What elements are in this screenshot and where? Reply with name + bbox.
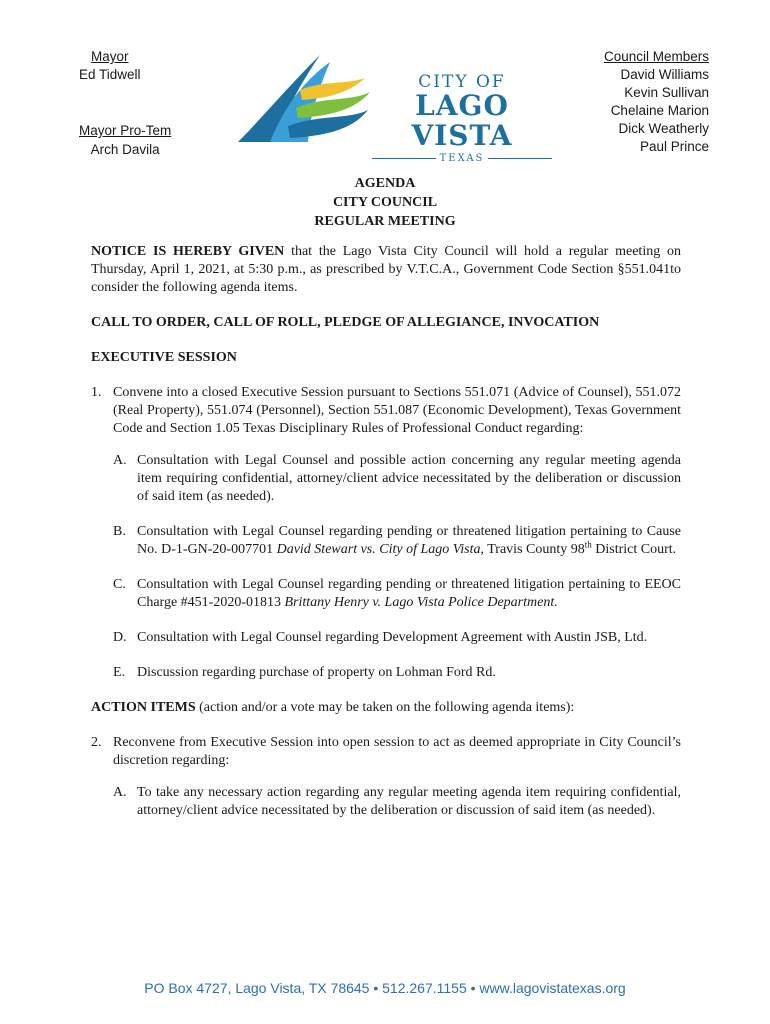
notice-paragraph <box>91 243 681 297</box>
sub-item-text: To take any necessary action regarding any regular meeting agenda item requiring confidential, attorney/client advice necessitated by the deliberation or discussion of said item (as needed). <box>137 785 681 818</box>
sub-item-1d <box>113 629 681 647</box>
sub-item-letter: C. <box>113 577 126 592</box>
agenda-title <box>0 174 770 231</box>
logo-divider <box>372 158 436 160</box>
action-items-heading: ACTION ITEMS <box>91 700 196 715</box>
action-items-paragraph <box>91 699 681 717</box>
mayor-protem-role: Mayor Pro-Tem <box>79 123 172 138</box>
council-member: David Williams <box>620 67 709 82</box>
logo-city-of: CITY OF <box>418 72 506 92</box>
logo-state: TEXAS <box>439 153 485 164</box>
agenda-body <box>91 243 681 837</box>
item-number: 2. <box>91 735 102 750</box>
sub-item-text: Consultation with Legal Counsel regarding Development Agreement with Austin JSB, Ltd. <box>137 630 648 645</box>
item-text: Reconvene from Executive Session into open session to act as deemed appropriate in City Council’s discretion regarding: <box>113 735 681 768</box>
logo-city-name: LAGO VISTA <box>411 89 513 152</box>
sub-item-text: Discussion regarding purchase of property on Lohman Ford Rd. <box>137 665 496 680</box>
logo-divider <box>488 158 552 160</box>
logo-wordmark <box>372 73 552 164</box>
title-line-agenda: AGENDA <box>354 176 416 191</box>
mayor-name: Ed Tidwell <box>79 67 141 82</box>
sub-item-letter: E. <box>113 665 126 680</box>
logo-state-row <box>372 153 552 164</box>
mayor-role: Mayor <box>91 49 129 64</box>
case-name: David Stewart vs. City of Lago Vista <box>276 542 481 557</box>
executive-session-heading: EXECUTIVE SESSION <box>91 350 237 365</box>
sub-item-letter: A. <box>113 453 127 468</box>
item-number: 1. <box>91 385 102 400</box>
sub-item-1c <box>113 576 681 612</box>
agenda-item-1 <box>91 384 681 438</box>
ordinal-suffix: th <box>584 539 592 550</box>
sub-item-text-end: District Court. <box>591 542 677 557</box>
council-member: Chelaine Marion <box>610 103 709 118</box>
sub-item-1a <box>113 452 681 506</box>
mayor-block <box>79 48 141 84</box>
title-line-meeting: REGULAR MEETING <box>314 214 456 229</box>
council-member: Paul Prince <box>639 139 709 154</box>
council-members-block <box>604 48 709 156</box>
council-member: Dick Weatherly <box>618 121 709 136</box>
item-text: Convene into a closed Executive Session pursuant to Sections 551.071 (Advice of Counsel), 551.072 (Real Property), 551.074 (Personnel), Section 551.087 (Economic Development), Texas Government Code and Section 1.05 Texas Disciplinary Rules of Professional Conduct regarding: <box>113 385 681 436</box>
sub-item-text: Consultation with Legal Counsel and possible action concerning any regular meeting agenda item requiring confidential, attorney/client advice necessitated by the deliberation or discussion of said item (as needed). <box>137 453 681 504</box>
sub-item-letter: D. <box>113 630 127 645</box>
sub-item-text-pre: Consultation with Legal Counsel regarding pending or threatened litigation pertaining to EEOC Charge #451-2020-01813 <box>137 577 681 610</box>
sub-item-1b <box>113 523 681 559</box>
sub-item-text-post: , Travis County 98 <box>480 542 585 557</box>
mayor-protem-block <box>79 121 171 159</box>
council-member: Kevin Sullivan <box>624 85 709 100</box>
sub-item-2a <box>113 784 681 820</box>
sub-item-letter: B. <box>113 524 126 539</box>
notice-bold: NOTICE IS HEREBY GIVEN <box>91 244 285 259</box>
agenda-item-2 <box>91 734 681 770</box>
title-line-council: CITY COUNCIL <box>332 195 438 210</box>
call-to-order-heading: CALL TO ORDER, CALL OF ROLL, PLEDGE OF ALLEGIANCE, INVOCATION <box>91 315 600 330</box>
sub-item-text-pre: Consultation with Legal Counsel regarding pending or threatened litigation pertaining to Cause No. D-1-GN-20-007701 <box>137 524 681 557</box>
sub-item-letter: A. <box>113 785 127 800</box>
sub-item-text <box>137 576 681 612</box>
footer-contact: PO Box 4727, Lago Vista, TX 78645 • 512.267.1155 • www.lagovistatexas.org <box>144 980 626 996</box>
mayor-protem-name: Arch Davila <box>90 142 160 157</box>
action-items-text: (action and/or a vote may be taken on the following agenda items): <box>195 700 575 715</box>
notice-text: that the Lago Vista City Council will hold a regular meeting on Thursday, April 1, 2021, at 5:30 p.m., as prescribed by V.T.C.A., Government Code Section §551.041to consider the following agenda items. <box>91 244 681 295</box>
council-members-role: Council Members <box>603 49 709 64</box>
case-name: Brittany Henry v. Lago Vista Police Department. <box>284 595 558 610</box>
sub-item-1e <box>113 664 681 682</box>
sub-item-text <box>137 523 681 559</box>
